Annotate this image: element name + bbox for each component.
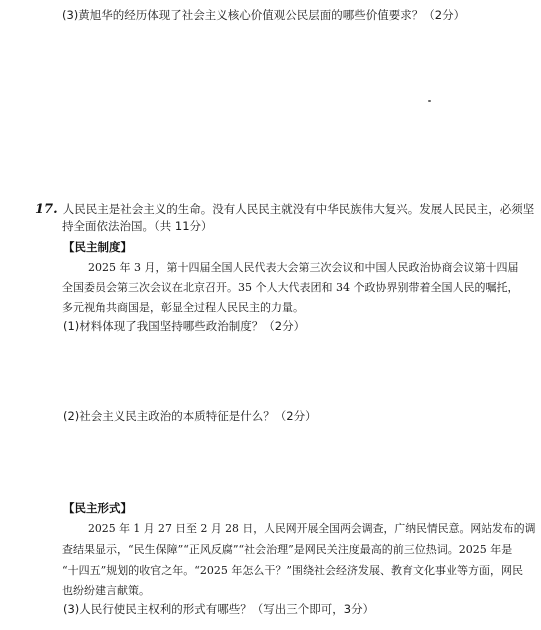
stray-mark	[428, 100, 431, 102]
section2-line: 查结果显示，“民生保障”“正风反腐”“社会治理”是网民关注度最高的前三位热词。2025 年是	[62, 543, 513, 556]
question-17-part1: (1)材料体现了我国坚持哪些政治制度？（2分）	[63, 319, 306, 333]
question-17-stem-text: 人民民主是社会主义的生命。没有人民民主就没有中华民族伟大复兴。发展人民民主，必须坚	[62, 202, 535, 216]
section2-line: 也纷纷建言献策。	[62, 584, 150, 597]
section2-line: “十四五”规划的收官之年。“2025 年怎么干？”围绕社会经济发展、教育文化事业等方面，网民	[62, 564, 523, 577]
section1-line: 2025 年 3 月，第十四届全国人民代表大会第三次会议和中国人民政治协商会议第十四届	[88, 261, 519, 274]
question-17-part3: (3)人民行使民主权利的形式有哪些？（写出三个即可，3分）	[63, 602, 375, 616]
section-title-democratic-forms: 【民主形式】	[63, 501, 132, 515]
section2-line: 2025 年 1 月 27 日至 2 月 28 日，人民网开展全国两会调查，广纳民情民意。网站发布的调	[88, 522, 536, 535]
question-16-part3: (3)黄旭华的经历体现了社会主义核心价值观公民层面的哪些价值要求？（2分）	[62, 8, 466, 22]
section-title-democratic-system: 【民主制度】	[63, 240, 132, 254]
section1-line: 全国委员会第三次会议在北京召开。35 个人大代表团和 34 个政协界别带着全国人民的嘱托，	[62, 281, 519, 294]
question-17-number: 17.	[35, 202, 58, 217]
question-17-stem-line1	[35, 200, 534, 216]
question-17-stem-line2: 持全面依法治国。（共 11分）	[62, 219, 213, 233]
question-17-part2: (2)社会主义民主政治的本质特征是什么？（2分）	[63, 409, 317, 423]
section1-line: 多元视角共商国是，彰显全过程人民民主的力量。	[62, 301, 304, 314]
